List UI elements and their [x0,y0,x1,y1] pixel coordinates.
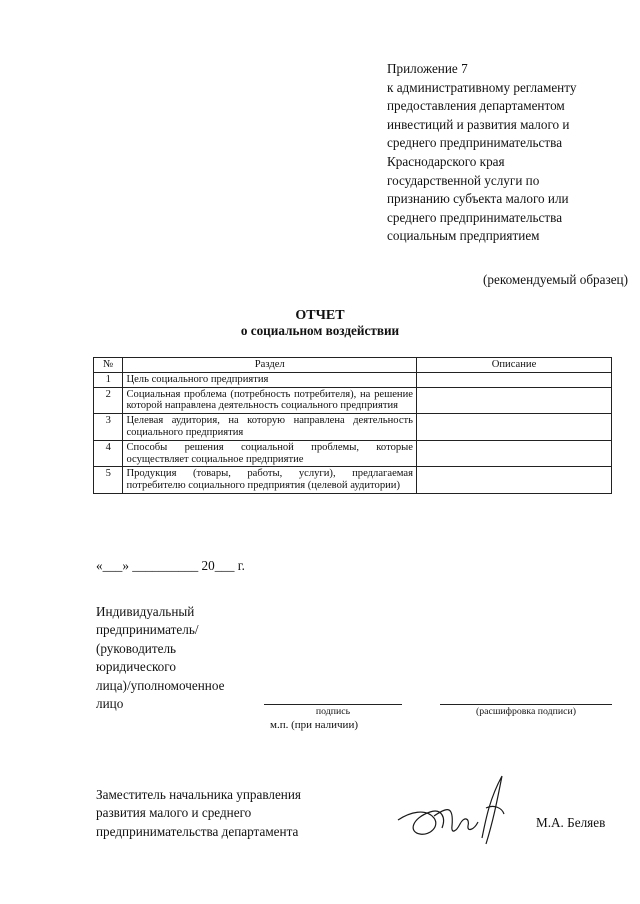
appendix-line: предоставления департаментом [387,98,565,114]
appendix-line: социальным предприятием [387,228,540,244]
appendix-line: Краснодарского края [387,153,505,169]
decoding-line[interactable] [440,704,612,705]
appendix-line: к административному регламенту [387,79,577,95]
row-description[interactable] [416,467,611,494]
deputy-line: предпринимательства департамента [96,823,299,839]
table-row [94,414,612,441]
table-row [94,440,612,467]
signer-line: лицо [96,696,124,712]
table-row [94,387,612,414]
row-description[interactable] [416,387,611,414]
signer-block [96,603,266,713]
appendix-line: инвестиций и развития малого и [387,116,570,132]
signer-line: предприниматель/ [96,622,199,638]
signer-line: Индивидуальный [96,604,195,619]
row-description[interactable] [416,440,611,467]
deputy-line: Заместитель начальника управления [96,787,301,802]
stamp-note: м.п. (при наличии) [270,719,358,731]
row-number: 3 [94,414,123,441]
decoding-caption: (расшифровка подписи) [475,706,576,717]
table-header-row [94,358,612,373]
appendix-line: государственной услуги по [387,172,540,188]
document-subtitle: о социальном воздействии [240,323,400,338]
header-section: Раздел [123,358,417,373]
row-description[interactable] [416,414,611,441]
row-section: Социальная проблема (потребность потребителя), на решение которой направлена деятельность социального предприятия [123,387,417,414]
signer-line: лица)/уполномоченное [96,677,225,693]
handwritten-signature [390,768,530,848]
table-row [94,372,612,387]
row-number: 2 [94,387,123,414]
row-number: 4 [94,440,123,467]
header-description: Описание [416,358,611,373]
date-line[interactable]: «___» __________ 20___ г. [96,558,245,573]
row-section: Способы решения социальной проблемы, которые осуществляет социальное предприятие [123,440,417,467]
sample-note: (рекомендуемый образец) [483,272,628,287]
signer-line: (руководитель [96,640,177,656]
signature-caption: подпись [315,706,351,717]
signer-line: юридического [96,659,176,675]
deputy-name: М.А. Беляев [536,815,606,830]
table-row [94,467,612,494]
header-number: № [94,358,123,373]
appendix-block [387,60,627,246]
document-title: ОТЧЕТ [295,308,345,323]
appendix-line: признанию субъекта малого или [387,191,569,207]
report-table [93,357,612,494]
deputy-block [96,786,376,841]
appendix-line: Приложение 7 [387,61,468,76]
row-description[interactable] [416,372,611,387]
appendix-line: среднего предпринимательства [387,135,563,151]
row-section: Продукция (товары, работы, услуги), предлагаемая потребителю социального предприятия (целевой аудитории) [123,467,417,494]
appendix-line: среднего предпринимательства [387,209,563,225]
row-number: 1 [94,372,123,387]
row-section: Целевая аудитория, на которую направлена деятельность социального предприятия [123,414,417,441]
row-section: Цель социального предприятия [123,372,417,387]
row-number: 5 [94,467,123,494]
deputy-line: развития малого и среднего [96,805,252,821]
signature-line[interactable] [264,704,402,705]
